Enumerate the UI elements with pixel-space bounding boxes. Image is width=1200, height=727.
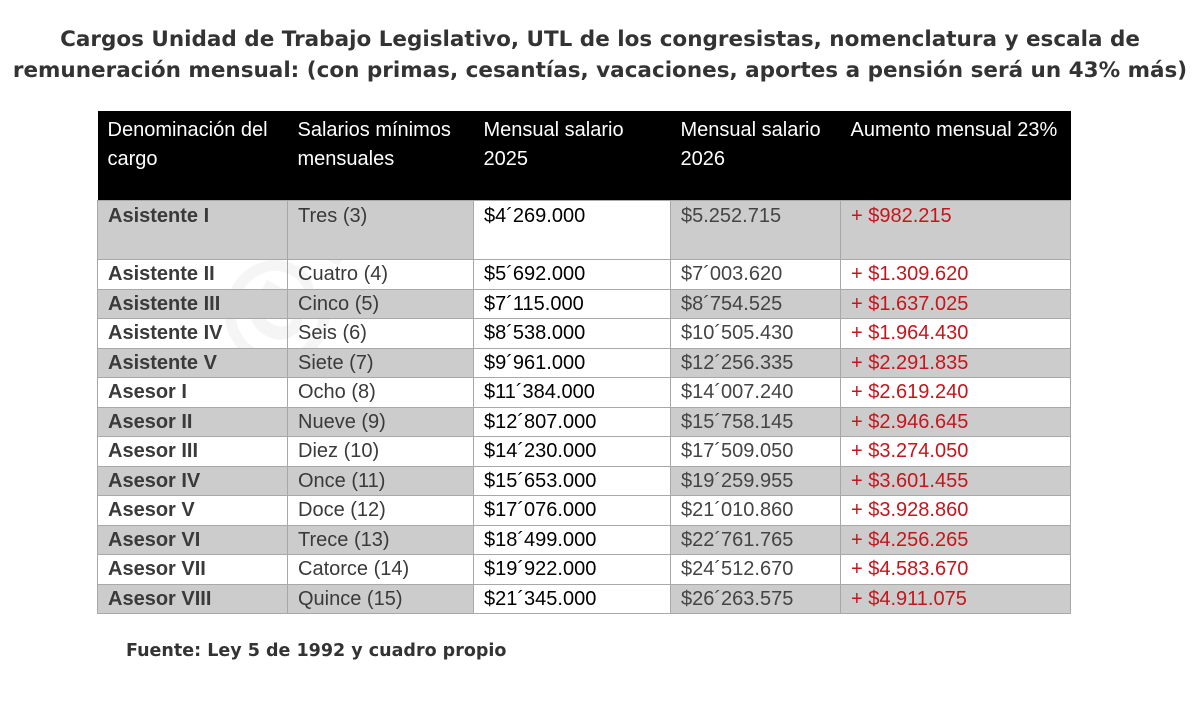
cell-salario-2026: $8´754.525: [671, 289, 841, 319]
cell-salario-2026: $19´259.955: [671, 466, 841, 496]
cell-salarios-minimos: Quince (15): [288, 584, 474, 614]
cell-salario-2026: $7´003.620: [671, 260, 841, 290]
cell-cargo: Asesor VI: [98, 525, 288, 555]
cell-salario-2025: $18´499.000: [474, 525, 671, 555]
header-salario-2026: Mensual salario 2026: [671, 111, 841, 201]
cell-salarios-minimos: Trece (13): [288, 525, 474, 555]
cell-salario-2026: $21´010.860: [671, 496, 841, 526]
cell-cargo: Asesor V: [98, 496, 288, 526]
cell-salarios-minimos: Once (11): [288, 466, 474, 496]
cell-aumento: + $3.274.050: [841, 437, 1071, 467]
salary-table: [97, 111, 1071, 614]
cell-salario-2025: $8´538.000: [474, 319, 671, 349]
cell-salario-2025: $14´230.000: [474, 437, 671, 467]
header-aumento: Aumento mensual 23%: [841, 111, 1071, 201]
cell-aumento: + $2.619.240: [841, 378, 1071, 408]
cell-aumento: + $1.637.025: [841, 289, 1071, 319]
cell-salario-2025: $21´345.000: [474, 584, 671, 614]
table-row: [98, 407, 1071, 437]
cell-cargo: Asesor VIII: [98, 584, 288, 614]
table-row: [98, 466, 1071, 496]
cell-aumento: + $1.309.620: [841, 260, 1071, 290]
cell-salario-2025: $19´922.000: [474, 555, 671, 585]
header-row: [98, 111, 1071, 201]
source-note: Fuente: Ley 5 de 1992 y cuadro propio: [126, 641, 507, 661]
cell-salario-2025: $15´653.000: [474, 466, 671, 496]
cell-salarios-minimos: Catorce (14): [288, 555, 474, 585]
table-row: [98, 319, 1071, 349]
cell-cargo: Asistente II: [98, 260, 288, 290]
table-row: [98, 348, 1071, 378]
cell-salarios-minimos: Cuatro (4): [288, 260, 474, 290]
table-header: [98, 111, 1071, 201]
cell-cargo: Asesor IV: [98, 466, 288, 496]
cell-aumento: + $2.946.645: [841, 407, 1071, 437]
cell-salario-2026: $24´512.670: [671, 555, 841, 585]
cell-salario-2025: $12´807.000: [474, 407, 671, 437]
page-title: [0, 24, 1200, 86]
table-row: [98, 201, 1071, 260]
cell-salario-2025: $4´269.000: [474, 201, 671, 260]
cell-salario-2025: $11´384.000: [474, 378, 671, 408]
table-row: [98, 584, 1071, 614]
cell-cargo: Asesor VII: [98, 555, 288, 585]
cell-salarios-minimos: Nueve (9): [288, 407, 474, 437]
cell-salario-2025: $17´076.000: [474, 496, 671, 526]
cell-salarios-minimos: Tres (3): [288, 201, 474, 260]
cell-salario-2026: $10´505.430: [671, 319, 841, 349]
table-row: [98, 289, 1071, 319]
cell-aumento: + $982.215: [841, 201, 1071, 260]
cell-salario-2025: $7´115.000: [474, 289, 671, 319]
cell-aumento: + $2.291.835: [841, 348, 1071, 378]
cell-salarios-minimos: Cinco (5): [288, 289, 474, 319]
cell-salarios-minimos: Siete (7): [288, 348, 474, 378]
cell-aumento: + $4.583.670: [841, 555, 1071, 585]
cell-salario-2026: $5.252.715: [671, 201, 841, 260]
cell-salario-2025: $9´961.000: [474, 348, 671, 378]
cell-aumento: + $1.964.430: [841, 319, 1071, 349]
cell-salario-2026: $17´509.050: [671, 437, 841, 467]
cell-salarios-minimos: Ocho (8): [288, 378, 474, 408]
cell-salario-2026: $22´761.765: [671, 525, 841, 555]
cell-salarios-minimos: Diez (10): [288, 437, 474, 467]
cell-salario-2026: $15´758.145: [671, 407, 841, 437]
cell-cargo: Asistente IV: [98, 319, 288, 349]
title-line-2: remuneración mensual: (con primas, cesantías, vacaciones, aportes a pensión será un 43% más): [12, 58, 1188, 83]
table-body: [98, 201, 1071, 614]
table-row: [98, 378, 1071, 408]
cell-salario-2026: $26´263.575: [671, 584, 841, 614]
title-line-1: Cargos Unidad de Trabajo Legislativo, UTL de los congresistas, nomenclatura y escala de: [60, 27, 1140, 52]
cell-cargo: Asesor III: [98, 437, 288, 467]
cell-aumento: + $4.256.265: [841, 525, 1071, 555]
cell-salario-2026: $12´256.335: [671, 348, 841, 378]
cell-salario-2026: $14´007.240: [671, 378, 841, 408]
table-row: [98, 555, 1071, 585]
cell-salarios-minimos: Seis (6): [288, 319, 474, 349]
table-row: [98, 260, 1071, 290]
header-salarios-minimos: Salarios mínimos mensuales: [288, 111, 474, 201]
cell-cargo: Asistente I: [98, 201, 288, 260]
header-salario-2025: Mensual salario 2025: [474, 111, 671, 201]
cell-cargo: Asistente III: [98, 289, 288, 319]
cell-aumento: + $4.911.075: [841, 584, 1071, 614]
table-row: [98, 437, 1071, 467]
cell-salarios-minimos: Doce (12): [288, 496, 474, 526]
cell-cargo: Asistente V: [98, 348, 288, 378]
cell-aumento: + $3.928.860: [841, 496, 1071, 526]
table-row: [98, 525, 1071, 555]
cell-aumento: + $3.601.455: [841, 466, 1071, 496]
cell-cargo: Asesor II: [98, 407, 288, 437]
table-row: [98, 496, 1071, 526]
cell-cargo: Asesor I: [98, 378, 288, 408]
header-cargo: Denominación del cargo: [98, 111, 288, 201]
cell-salario-2025: $5´692.000: [474, 260, 671, 290]
